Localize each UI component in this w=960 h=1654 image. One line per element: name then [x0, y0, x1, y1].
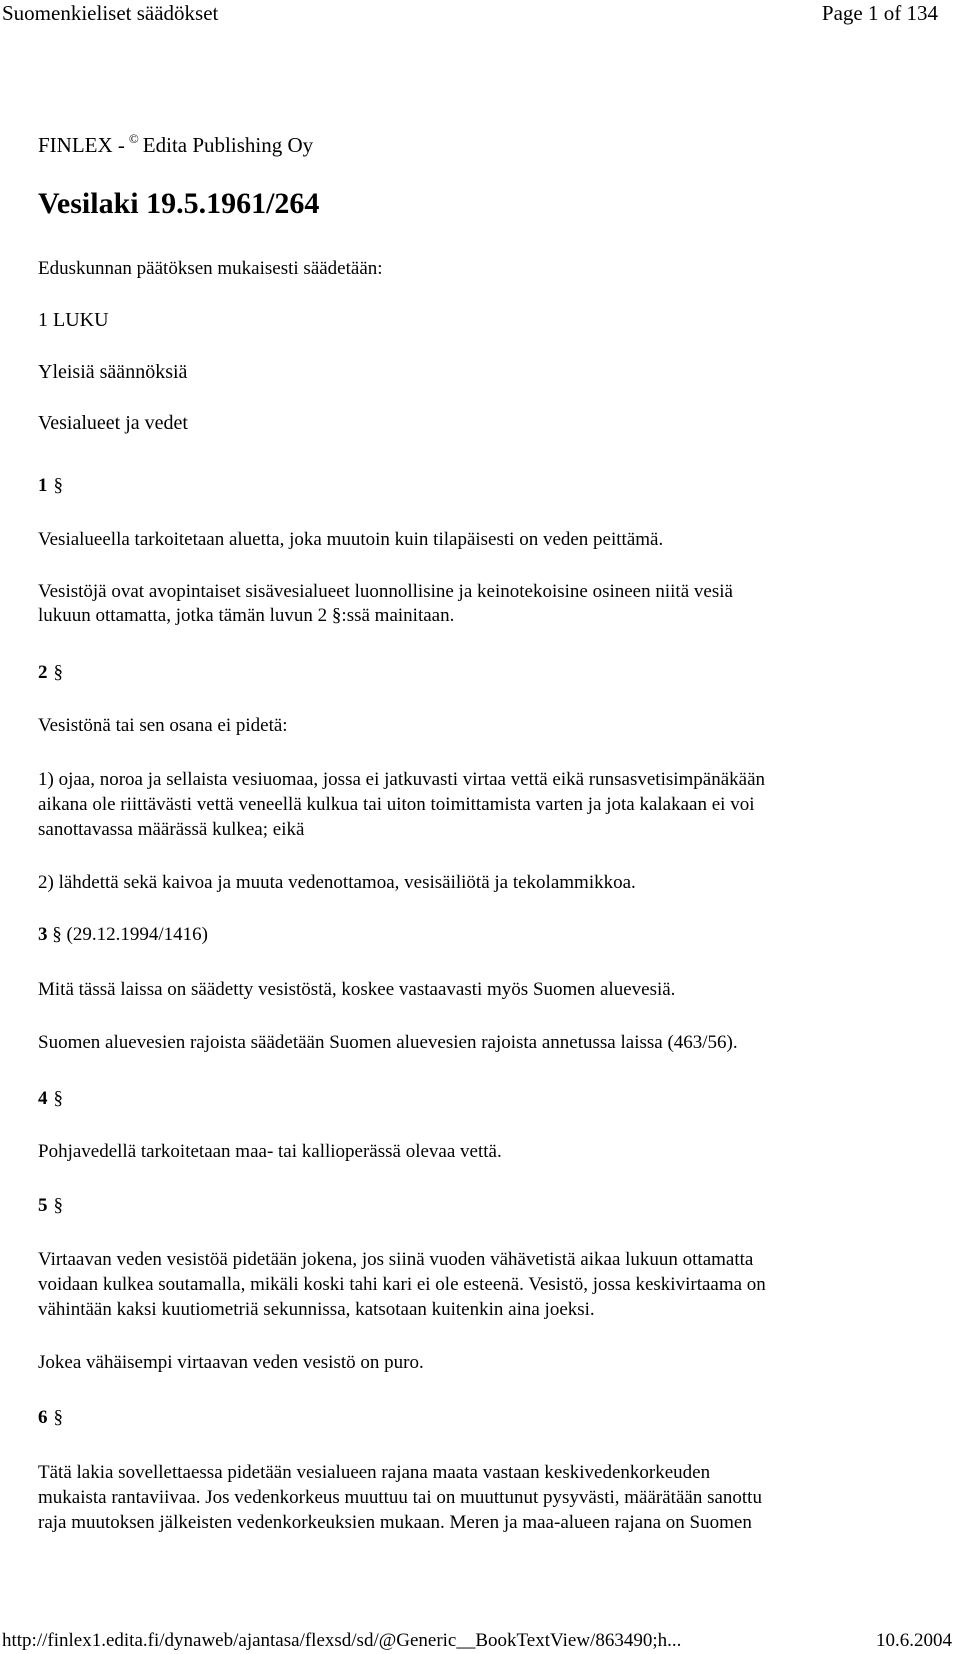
- header-page-number: Page 1 of 134: [821, 1, 938, 25]
- section-sign: §: [53, 1195, 63, 1216]
- section-5-heading: [38, 1193, 63, 1219]
- section-sign: §: [331, 605, 342, 626]
- section-3-paragraph-1: Mitä tässä laissa on säädetty vesistöstä, koskee vastaavasti myös Suomen aluevesiä.: [38, 979, 676, 1000]
- chapter-title: Yleisiä säännöksiä: [38, 361, 188, 383]
- copyright-symbol: ©: [128, 131, 139, 146]
- section-sign: §: [52, 924, 62, 945]
- section-4-number: 4: [38, 1088, 48, 1109]
- chapter-number: 1 LUKU: [38, 309, 109, 331]
- section-5-paragraph-1-line-1: Virtaavan veden vesistöä pidetään jokena, jos siinä vuoden vähävetistä aikaa lukuun ottamatta: [38, 1249, 754, 1270]
- section-5-number: 5: [38, 1195, 48, 1216]
- publisher-line: [38, 126, 313, 158]
- section-2-paragraph-1: Vesistönä tai sen osana ei pidetä:: [38, 715, 288, 736]
- header-left: Suomenkieliset säädökset: [2, 1, 219, 25]
- section-group-title: Vesialueet ja vedet: [38, 412, 188, 434]
- page-header: [0, 0, 960, 32]
- section-2-paragraph-2-line-1: 1) ojaa, noroa ja sellaista vesiuomaa, jossa ei jatkuvasti virtaa vettä eikä runsasvetisimpänäkään: [38, 769, 766, 790]
- section-5-paragraph-1-line-3: vähintään kaksi kuutiometriä sekunnissa, katsotaan kuitenkin aina joeksi.: [38, 1299, 595, 1320]
- section-6-paragraph-1-line-3: raja muutoksen jälkeisten vedenkorkeuksien mukaan. Meren ja maa-alueen rajana on Suomen: [38, 1512, 752, 1533]
- section-5-paragraph-2: Jokea vähäisempi virtaavan veden vesistö on puro.: [38, 1352, 424, 1373]
- section-1-heading: [38, 473, 63, 499]
- section-6-paragraph-1-line-1: Tätä lakia sovellettaessa pidetään vesialueen rajana maata vastaan keskivedenkorkeuden: [38, 1462, 711, 1483]
- section-2-paragraph-2-line-2: aikana ole riittävästi vettä veneellä kulkua tai uiton toimittamista varten ja jota kalakaan ei voi: [38, 794, 755, 815]
- section-3-amendment: (29.12.1994/1416): [66, 924, 208, 945]
- publisher-name: Edita Publishing Oy: [142, 133, 314, 157]
- section-3-number: 3: [38, 924, 48, 945]
- section-3-heading: [38, 922, 208, 948]
- section-6-heading: [38, 1405, 63, 1431]
- section-1-number: 1: [38, 475, 48, 496]
- section-1-paragraph-1: Vesialueella tarkoitetaan aluetta, joka muutoin kuin tilapäisesti on veden peittämä.: [38, 529, 664, 550]
- section-2-heading: [38, 660, 63, 686]
- section-sign: §: [53, 662, 63, 683]
- document-title: Vesilaki 19.5.1961/264: [38, 187, 320, 220]
- section-sign: §: [53, 475, 63, 496]
- section-6-number: 6: [38, 1407, 48, 1428]
- preamble: Eduskunnan päätöksen mukaisesti säädetään:: [38, 258, 383, 279]
- section-4-heading: [38, 1086, 63, 1112]
- section-1-paragraph-2-line-2: [38, 603, 454, 629]
- publisher-prefix: FINLEX -: [38, 133, 125, 157]
- section-3-paragraph-2: Suomen aluevesien rajoista säädetään Suomen aluevesien rajoista annetussa laissa (463/56).: [38, 1032, 738, 1053]
- section-4-paragraph-1: Pohjavedellä tarkoitetaan maa- tai kallioperässä olevaa vettä.: [38, 1141, 502, 1162]
- text-fragment: :ssä mainitaan.: [341, 605, 455, 626]
- text-fragment: lukuun ottamatta, jotka tämän luvun 2: [38, 605, 328, 626]
- footer-url: http://finlex1.edita.fi/dynaweb/ajantasa/flexsd/sd/@Generic__BookTextView/863490;h...: [2, 1630, 682, 1651]
- page-footer: [0, 1628, 960, 1654]
- section-2-paragraph-3: 2) lähdettä sekä kaivoa ja muuta vedenottamoa, vesisäiliötä ja tekolammikkoa.: [38, 872, 636, 893]
- section-5-paragraph-1-line-2: voidaan kulkea soutamalla, mikäli koski tahi kari ei ole esteenä. Vesistö, jossa keskivirtaama on: [38, 1274, 766, 1295]
- section-sign: §: [53, 1088, 63, 1109]
- footer-date: 10.6.2004: [876, 1630, 952, 1651]
- section-sign: §: [53, 1407, 63, 1428]
- section-1-paragraph-2-line-1: Vesistöjä ovat avopintaiset sisävesialueet luonnollisine ja keinotekoisine osineen niitä vesiä: [38, 581, 733, 602]
- section-2-paragraph-2-line-3: sanottavassa määrässä kulkea; eikä: [38, 819, 305, 840]
- section-2-number: 2: [38, 662, 48, 683]
- section-6-paragraph-1-line-2: mukaista rantaviivaa. Jos vedenkorkeus muuttuu tai on muuttunut pysyvästi, määrätään sanottu: [38, 1487, 762, 1508]
